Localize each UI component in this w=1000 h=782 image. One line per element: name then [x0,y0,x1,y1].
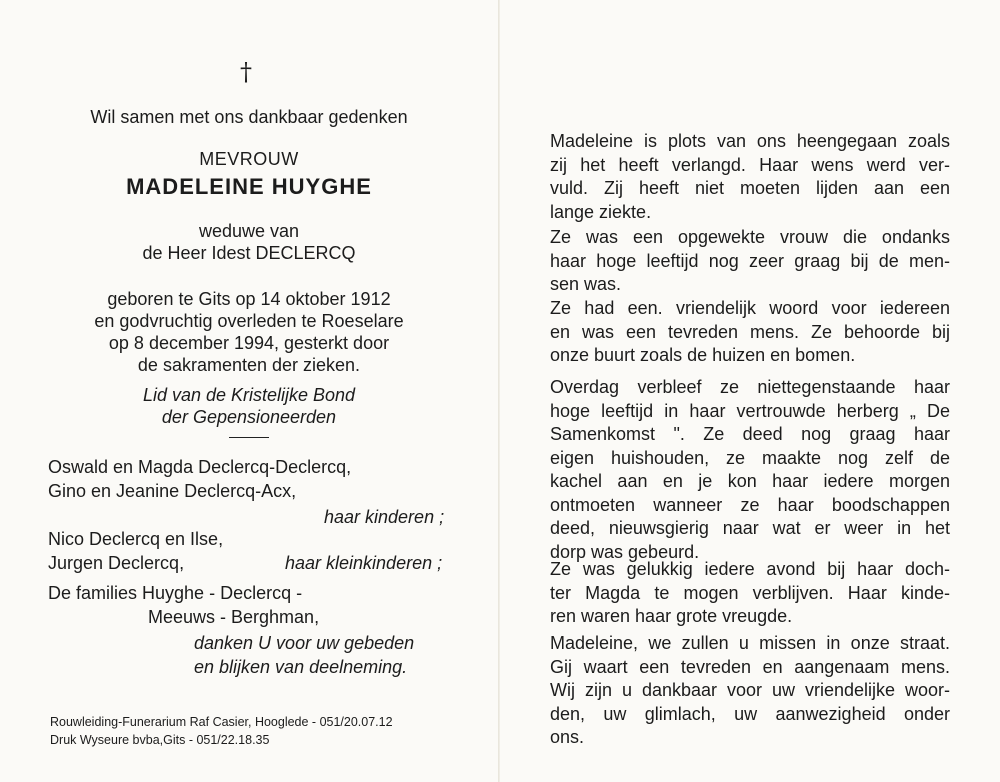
text-line: Samenkomst ". Ze deed nog graag haar [550,424,950,444]
text-line: Wij zijn u dankbaar voor uw vriendelijke woor- [550,680,950,700]
membership-line: Lid van de Kristelijke Bond [142,385,356,405]
children-line-1: Oswald en Magda Declercq-Declercq, [48,457,352,477]
text-line: Madeleine is plots van ons heengegaan zoals [550,131,950,151]
paragraph [550,226,950,297]
divider [229,437,269,438]
birth-line: de sakramenten der zieken. [137,355,361,375]
widow-line: de Heer Idest DECLERCQ [142,243,356,263]
text-line: Madeleine, we zullen u missen in onze straat. [550,633,950,653]
text-line: Ze had een. vriendelijk woord voor iedereen [550,298,950,318]
left-page [0,0,498,782]
membership-line: der Gepensioneerden [161,407,337,427]
deceased-name: MADELEINE HUYGHE [126,174,372,199]
text-line: Ze was gelukkig iedere avond bij haar doch- [550,559,950,579]
text-line: Gij waart een tevreden en aangenaam mens. [550,656,950,677]
text-line: ontmoeten wanneer ze haar boodschappen [550,494,950,515]
paragraph [550,297,950,368]
right-page [500,0,1000,782]
text-line: en was een tevreden mens. Ze behoorde bij [550,321,950,342]
text-line: ren waren haar grote vreugde. [550,606,793,626]
text-line: zij het heeft verlangd. Haar wens werd ver- [550,154,950,175]
funeral-home-line: Rouwleiding-Funerarium Raf Casier, Hooglede - 051/20.07.12 [50,715,393,729]
text-line: ter Magda te mogen verblijven. Haar kinde- [550,582,950,603]
text-line: onze buurt zoals de huizen en bomen. [550,345,856,365]
text-line: Ze was een opgewekte vrouw die ondanks [550,227,950,247]
paragraph [550,632,950,750]
text-line: ons. [550,727,585,747]
title-mevrouw: MEVROUW [199,149,299,169]
text-line: hoge leeftijd in haar vertrouwde herberg „ De [550,400,950,421]
grandchildren-role: haar kleinkinderen ; [285,553,443,573]
text-line: sen was. [550,274,622,294]
families-line-1: De families Huyghe - Declercq - [48,583,303,603]
paragraph [550,558,950,629]
text-line: lange ziekte. [550,201,652,222]
thanks-line-2: en blijken van deelneming. [194,657,408,677]
text-line: kachel aan en je kon haar iedere morgen [550,471,950,491]
birth-death-details [0,288,498,376]
paragraph [550,376,950,564]
text-line: dorp was gebeurd. [550,541,700,562]
text-line: haar hoge leeftijd nog zeer graag bij de men- [550,250,950,271]
birth-line: geboren te Gits op 14 oktober 1912 [107,289,391,309]
text-line: den, uw glimlach, uw aanwezigheid onder [550,703,950,724]
membership [0,384,498,428]
grandchildren-line-1: Nico Declercq en Ilse, [48,529,224,549]
birth-line: op 8 december 1994, gesterkt door [108,333,390,353]
printer-line: Druk Wyseure bvba,Gits - 051/22.18.35 [50,733,270,747]
children-line-2: Gino en Jeanine Declercq-Acx, [48,481,297,501]
families-line-2: Meeuws - Berghman, [148,607,320,627]
text-line: Overdag verbleef ze niettegenstaande haar [550,377,950,397]
thanks-line-1: danken U voor uw gebeden [194,633,415,653]
cross-symbol: † [240,58,252,86]
text-line: vuld. Zij heeft niet moeten lijden aan een [550,178,950,198]
paragraph [550,130,950,224]
widow-of [0,220,498,264]
intro-line: Wil samen met ons dankbaar gedenken [90,107,408,127]
widow-line: weduwe van [198,221,300,241]
birth-line: en godvruchtig overleden te Roeselare [94,311,404,331]
text-line: eigen huishouden, ze maakte nog zelf de [550,447,950,468]
children-role: haar kinderen ; [324,507,445,527]
text-line: deed, nieuwsgierig naar wat er weer in het [550,518,950,538]
grandchildren-line-2: Jurgen Declercq, [48,553,185,573]
